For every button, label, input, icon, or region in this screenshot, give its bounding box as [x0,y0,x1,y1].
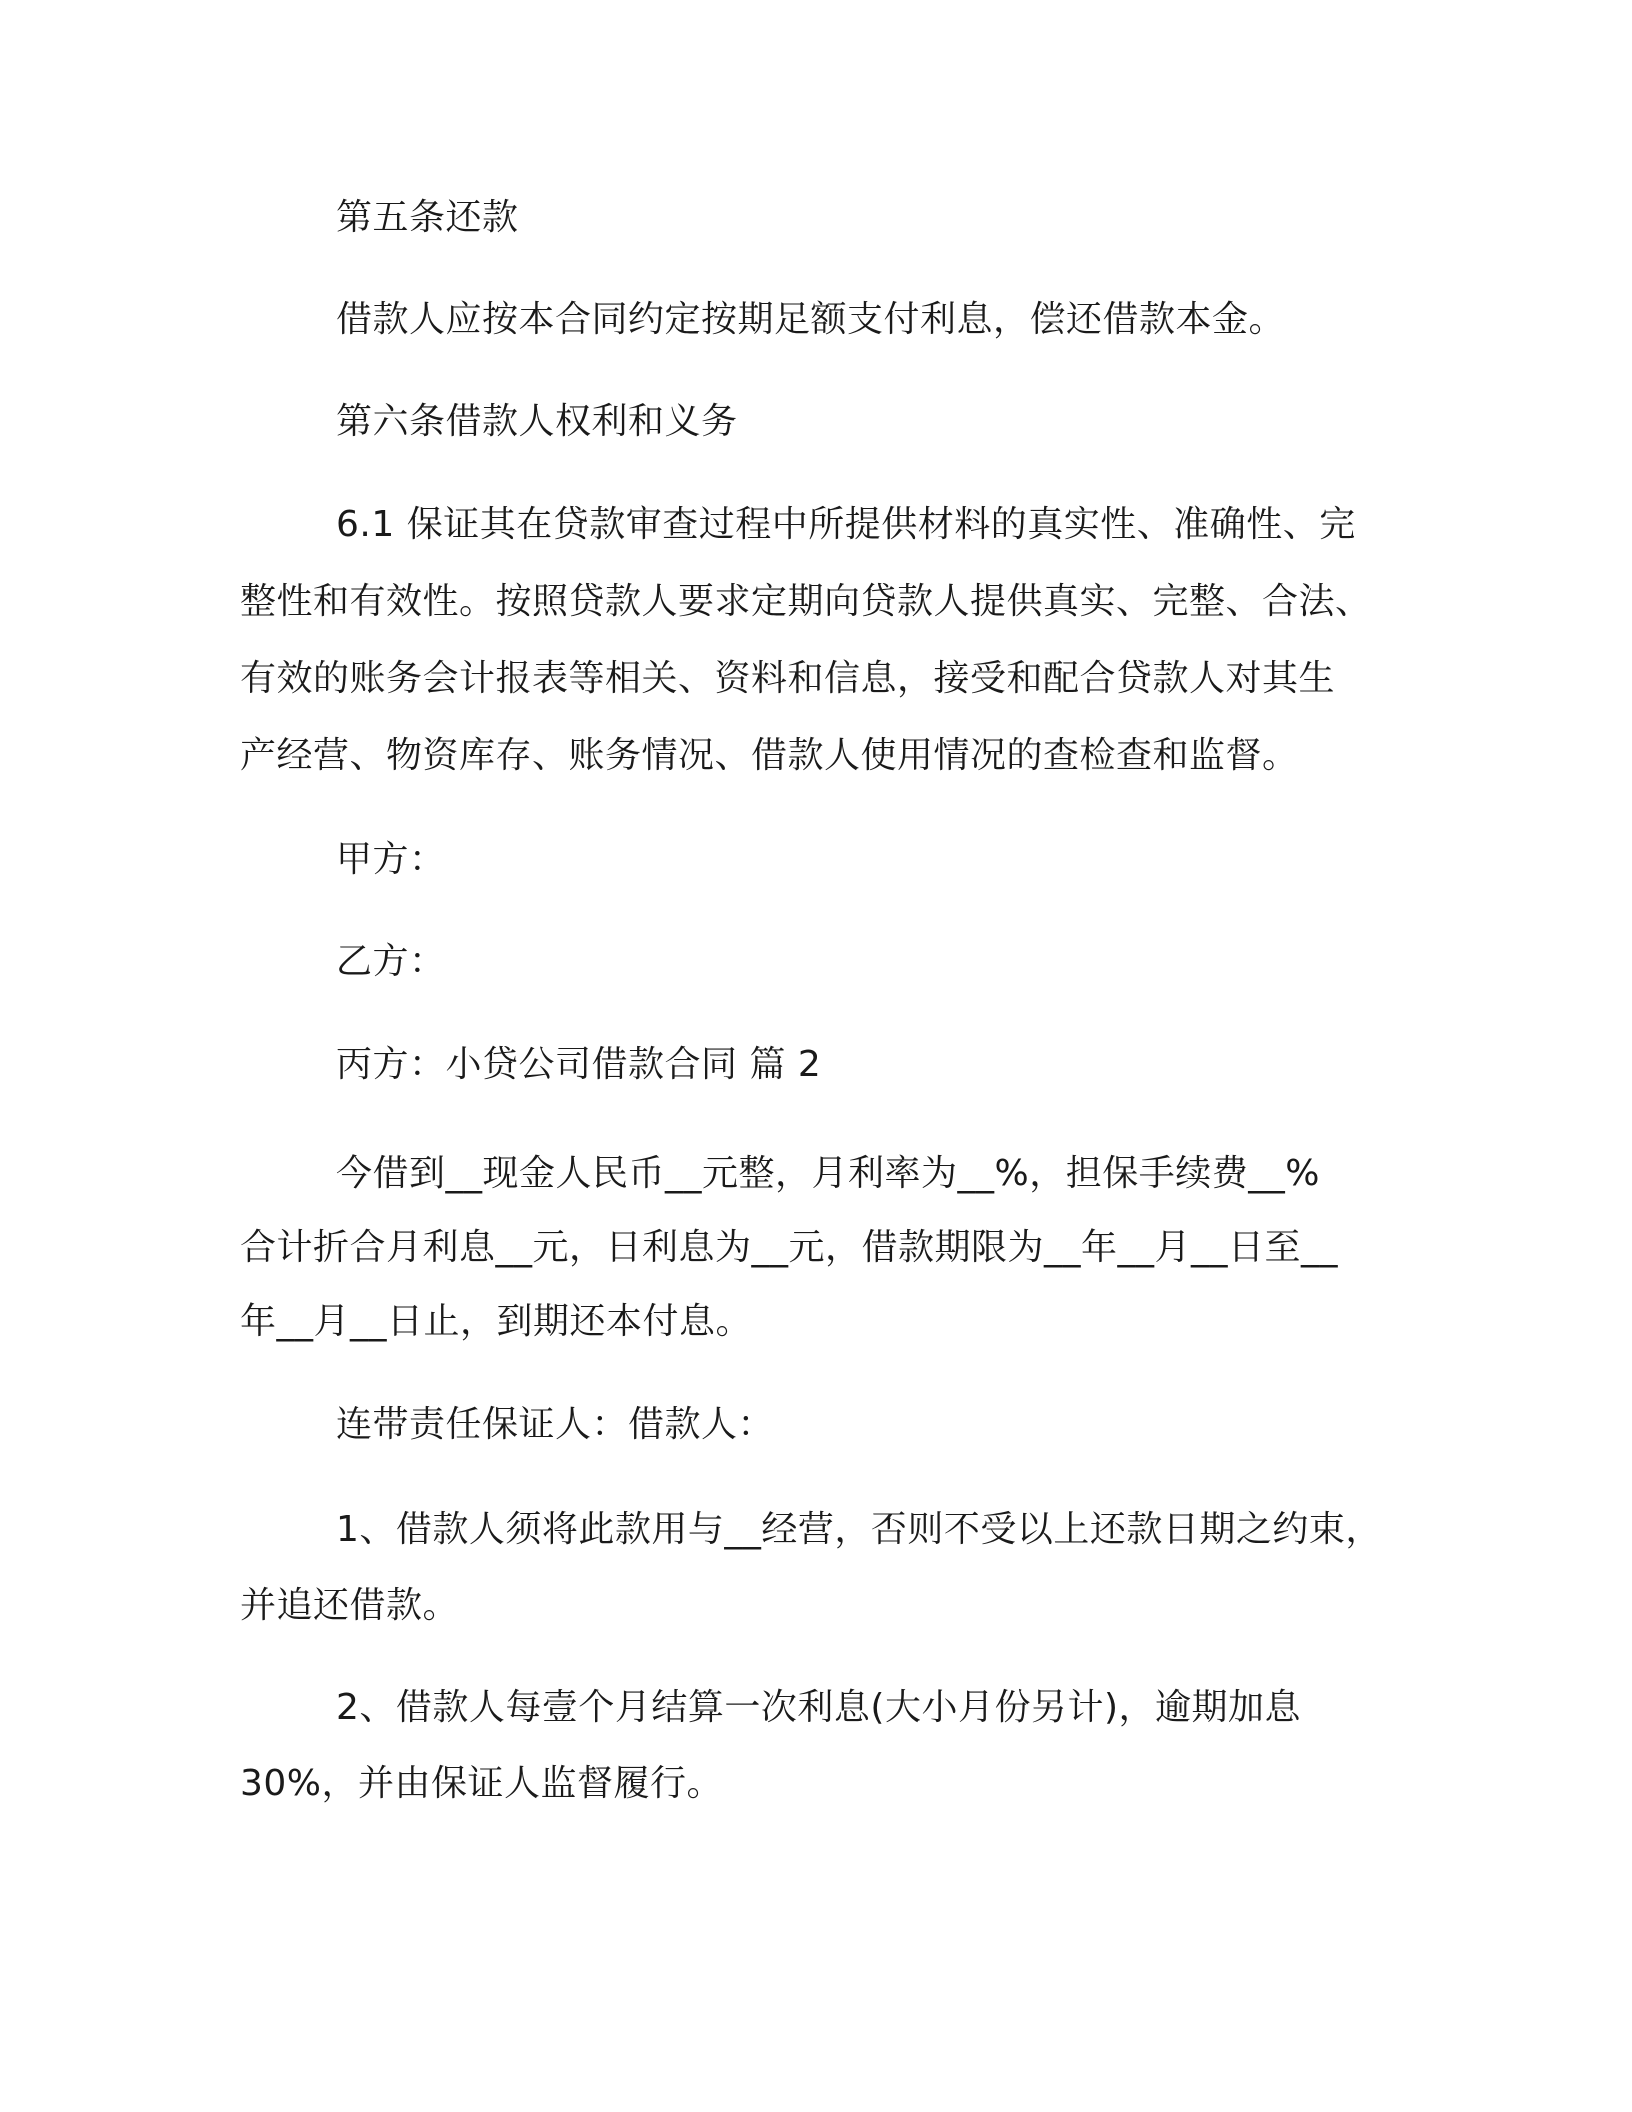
clause-6-1-line-4: 产经营、物资库存、账务情况、借款人使用情况的查检查和监督。 [240,735,1299,776]
party-c-label: 丙方：小贷公司借款合同 篇 2 [336,1044,822,1085]
loan-terms-line-1: 今借到__现金人民币__元整，月利率为__%，担保手续费__% [336,1153,1320,1194]
section6-heading: 第六条借款人权利和义务 [336,401,738,442]
clause-6-1-line-3: 有效的账务会计报表等相关、资料和信息，接受和配合贷款人对其生 [240,658,1336,699]
section5-body: 借款人应按本合同约定按期足额支付利息，偿还借款本金。 [336,299,1286,340]
clause-6-1-line-1: 6.1 保证其在贷款审查过程中所提供材料的真实性、准确性、完 [336,504,1356,545]
signatories-line: 连带责任保证人：借款人： [336,1404,775,1445]
item-1-line-1: 1、借款人须将此款用与__经营，否则不受以上还款日期之约束， [336,1509,1382,1550]
party-a-label: 甲方： [336,839,446,880]
item-1-line-2: 并追还借款。 [240,1585,460,1626]
clause-6-1-line-2: 整性和有效性。按照贷款人要求定期向贷款人提供真实、完整、合法、 [240,581,1372,622]
section5-heading: 第五条还款 [336,197,519,238]
loan-terms-line-3: 年__月__日止，到期还本付息。 [240,1301,753,1342]
party-b-label: 乙方： [336,941,446,982]
item-2-line-1: 2、借款人每壹个月结算一次利息(大小月份另计)，逾期加息 [336,1687,1301,1728]
loan-terms-line-2: 合计折合月利息__元，日利息为__元，借款期限为__年__月__日至__ [240,1227,1339,1268]
item-2-line-2: 30%，并由保证人监督履行。 [240,1763,724,1804]
